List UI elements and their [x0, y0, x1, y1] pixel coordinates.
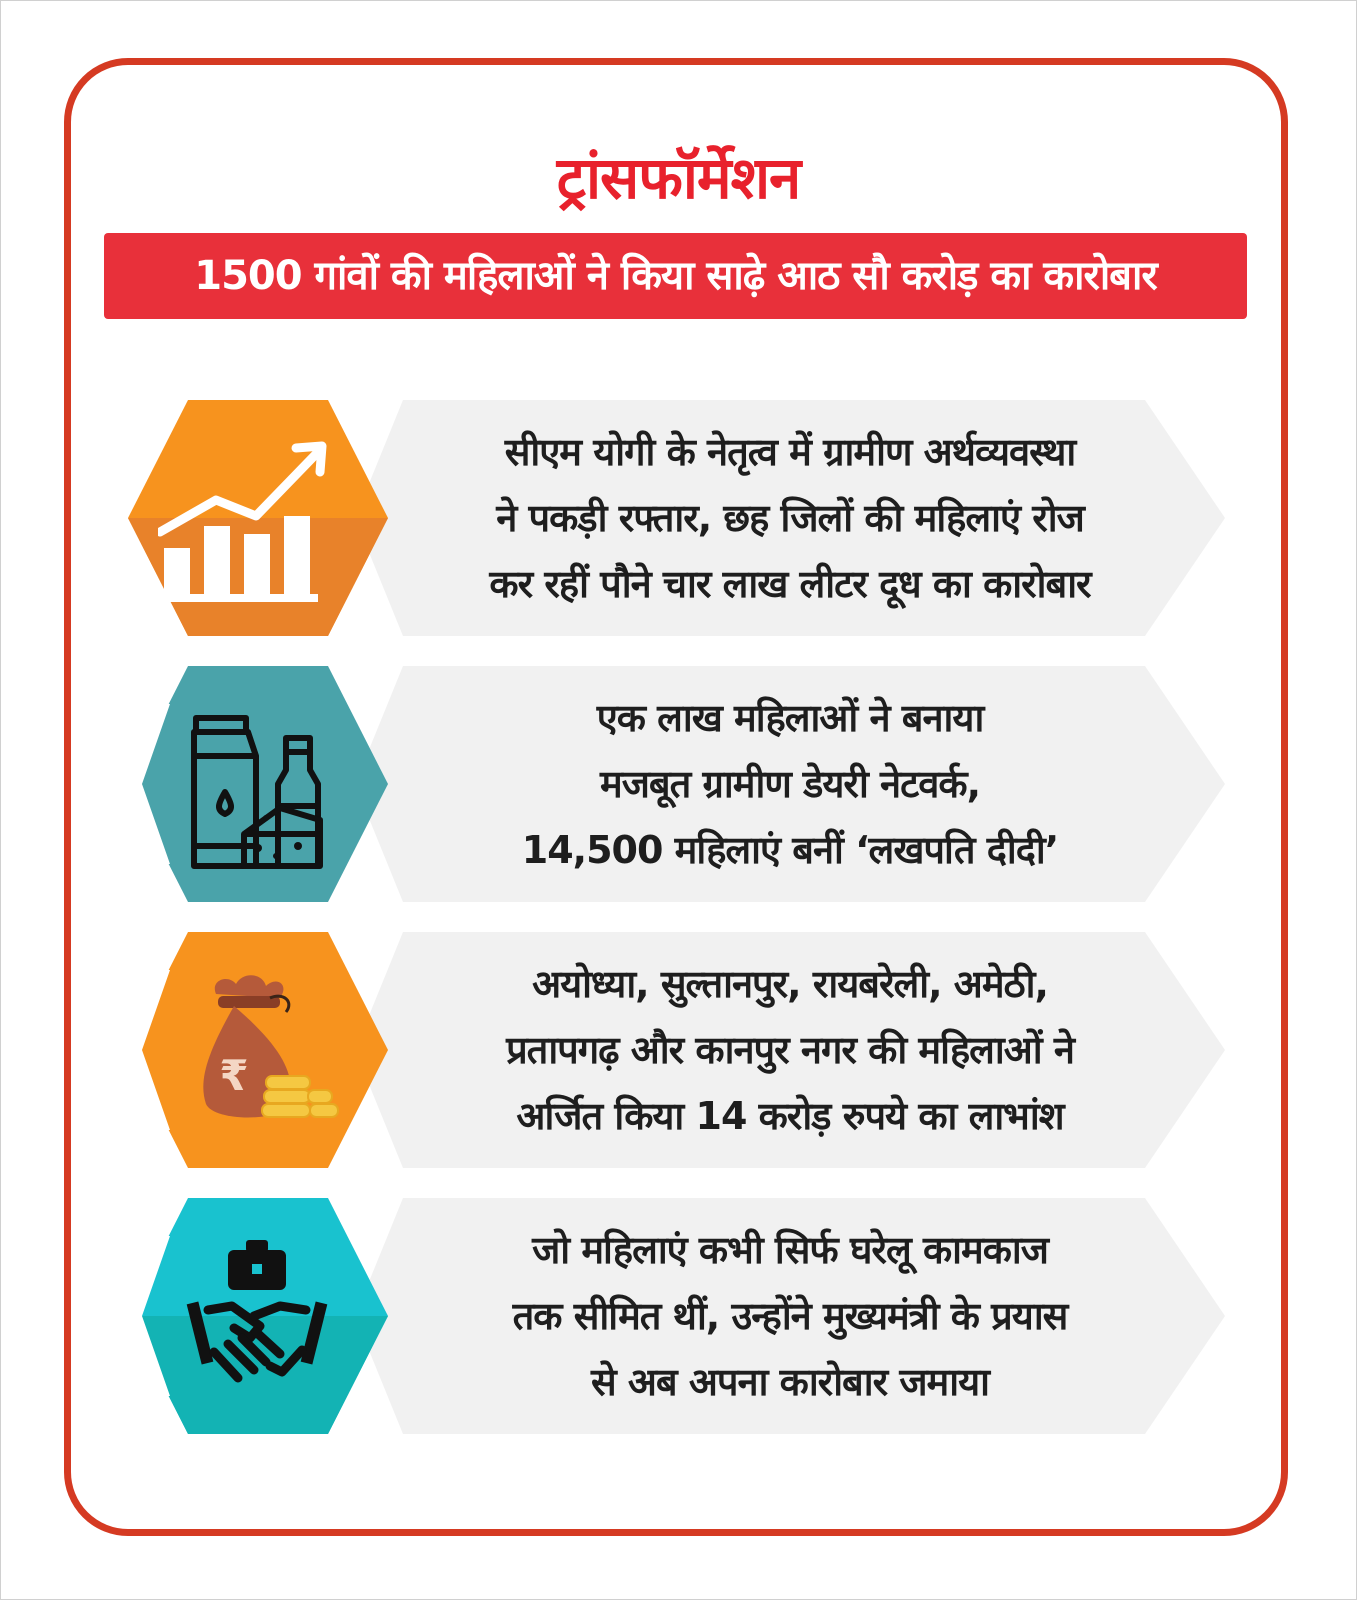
growth-chart-icon: [158, 430, 358, 606]
card-line: अर्जित किया 14 करोड़ रुपये का लाभांश: [516, 1094, 1064, 1138]
card-line: से अब अपना कारोबार जमाया: [590, 1360, 990, 1404]
info-row-4: [0, 1198, 1357, 1434]
card-line: मजबूत ग्रामीण डेयरी नेटवर्क,: [599, 762, 981, 806]
card-line: एक लाख महिलाओं ने बनाया: [596, 696, 984, 740]
money-bag-icon: [158, 962, 358, 1138]
card-line: 14,500 महिलाएं बनीं ‘लखपति दीदी’: [521, 828, 1059, 872]
card-text: [410, 1198, 1170, 1434]
card-text: [410, 400, 1170, 636]
business-handshake-icon: [158, 1228, 358, 1404]
info-row-1: [0, 400, 1357, 636]
info-row-3: [0, 932, 1357, 1168]
card-line: कर रहीं पौने चार लाख लीटर दूध का कारोबार: [489, 562, 1091, 606]
dairy-products-icon: [158, 696, 358, 872]
card-line: ने पकड़ी रफ्तार, छह जिलों की महिलाएं रोज: [496, 496, 1084, 540]
card-text: [410, 932, 1170, 1168]
card-line: अयोध्या, सुल्तानपुर, रायबरेली, अमेठी,: [532, 962, 1048, 1006]
card-text: [410, 666, 1170, 902]
card-line: तक सीमित थीं, उन्होंने मुख्यमंत्री के प्रयास: [512, 1294, 1068, 1338]
card-line: प्रतापगढ़ और कानपुर नगर की महिलाओं ने: [506, 1028, 1074, 1072]
card-line: सीएम योगी के नेतृत्व में ग्रामीण अर्थव्यवस्था: [504, 430, 1076, 474]
page-title: ट्रांसफॉर्मेशन: [556, 144, 801, 212]
svg-text:₹: ₹: [219, 1051, 249, 1100]
subtitle-banner: 1500 गांवों की महिलाओं ने किया साढ़े आठ सौ करोड़ का कारोबार: [104, 233, 1247, 319]
card-line: जो महिलाएं कभी सिर्फ घरेलू कामकाज: [532, 1228, 1048, 1272]
info-row-2: [0, 666, 1357, 902]
